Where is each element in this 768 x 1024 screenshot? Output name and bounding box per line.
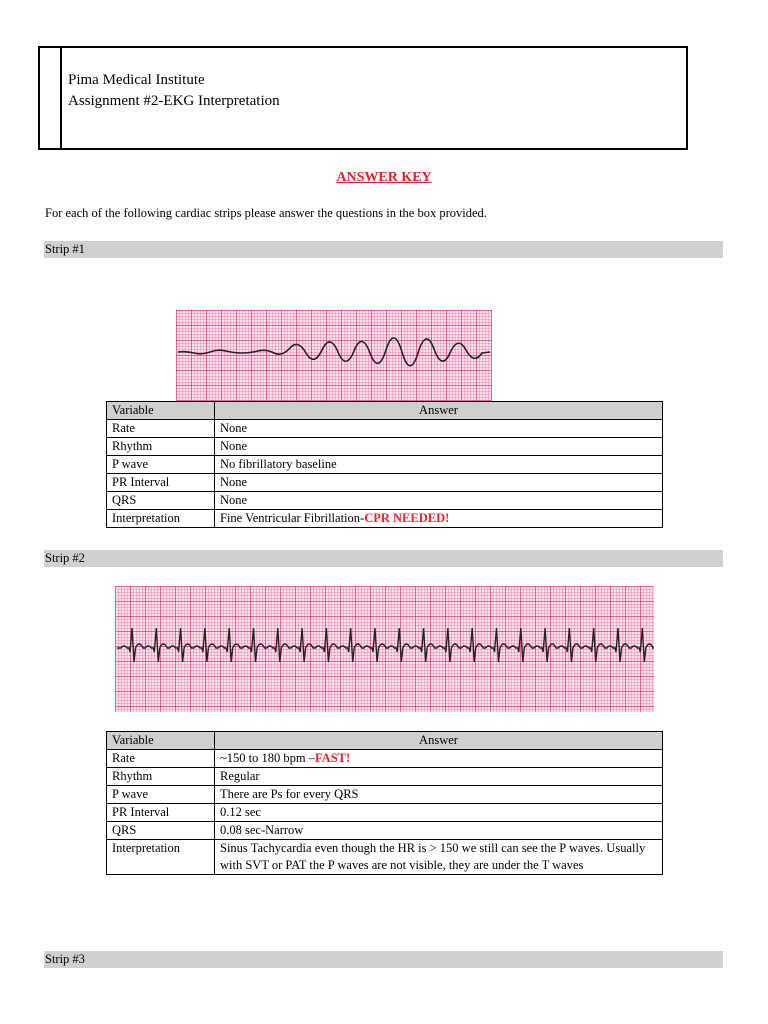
strip-1-answer-table: [106, 401, 663, 528]
variable-cell: Rate: [107, 420, 215, 438]
answer-cell: 0.12 sec: [215, 804, 663, 822]
table-header-row: [107, 732, 663, 750]
header-rule: [60, 48, 62, 148]
answer-cell: [215, 750, 663, 768]
assignment-title: Assignment #2-EKG Interpretation: [68, 93, 280, 109]
strip-1-trace: [176, 310, 492, 408]
answer-cell: No fibrillatory baseline: [215, 456, 663, 474]
answer-cell: None: [215, 474, 663, 492]
column-header-variable: Variable: [107, 732, 215, 750]
column-header-answer: Answer: [215, 402, 663, 420]
table-row: [107, 786, 663, 804]
table-row: [107, 804, 663, 822]
interpretation-text: Fine Ventricular Fibrillation-: [220, 511, 365, 525]
rate-text: ~150 to 180 bpm –: [220, 751, 315, 765]
answer-cell: Regular: [215, 768, 663, 786]
strip-3-label: Strip #3: [44, 951, 723, 968]
variable-cell: Rhythm: [107, 768, 215, 786]
variable-cell: Rate: [107, 750, 215, 768]
strip-2-trace: [115, 586, 654, 712]
header-box: [38, 46, 688, 150]
strip-1-ekg-image: [176, 310, 492, 408]
table-header-row: [107, 402, 663, 420]
strip-1-label: Strip #1: [44, 241, 723, 258]
variable-cell: P wave: [107, 786, 215, 804]
variable-cell: PR Interval: [107, 474, 215, 492]
institute-name: Pima Medical Institute: [68, 72, 205, 88]
answer-key-heading: ANSWER KEY: [336, 170, 432, 185]
fast-emphasis: FAST!: [314, 751, 351, 765]
table-row: [107, 420, 663, 438]
answer-cell: Sinus Tachycardia even though the HR is > 150 we still can see the P waves. Usually with SVT or PAT the P waves are not visible, they are under the T waves: [215, 840, 663, 875]
answer-cell: [215, 510, 663, 528]
table-row: [107, 438, 663, 456]
variable-cell: P wave: [107, 456, 215, 474]
instructions-text: For each of the following cardiac strips please answer the questions in the box provided.: [45, 206, 487, 220]
variable-cell: Rhythm: [107, 438, 215, 456]
cpr-needed-emphasis: CPR NEEDED!: [364, 511, 450, 525]
column-header-answer: Answer: [215, 732, 663, 750]
table-row: [107, 492, 663, 510]
table-row: [107, 750, 663, 768]
answer-cell: None: [215, 420, 663, 438]
variable-cell: QRS: [107, 822, 215, 840]
column-header-variable: Variable: [107, 402, 215, 420]
strip-2-ekg-image: [115, 586, 654, 712]
answer-cell: 0.08 sec-Narrow: [215, 822, 663, 840]
table-row: [107, 474, 663, 492]
table-row: [107, 840, 663, 875]
table-row: [107, 456, 663, 474]
table-row: [107, 510, 663, 528]
variable-cell: PR Interval: [107, 804, 215, 822]
table-row: [107, 768, 663, 786]
strip-2-answer-table: [106, 731, 663, 875]
header-title: [68, 70, 280, 112]
table-row: [107, 822, 663, 840]
strip-2-label: Strip #2: [44, 550, 723, 567]
variable-cell: Interpretation: [107, 840, 215, 875]
answer-cell: None: [215, 438, 663, 456]
answer-cell: There are Ps for every QRS: [215, 786, 663, 804]
variable-cell: QRS: [107, 492, 215, 510]
variable-cell: Interpretation: [107, 510, 215, 528]
answer-cell: None: [215, 492, 663, 510]
